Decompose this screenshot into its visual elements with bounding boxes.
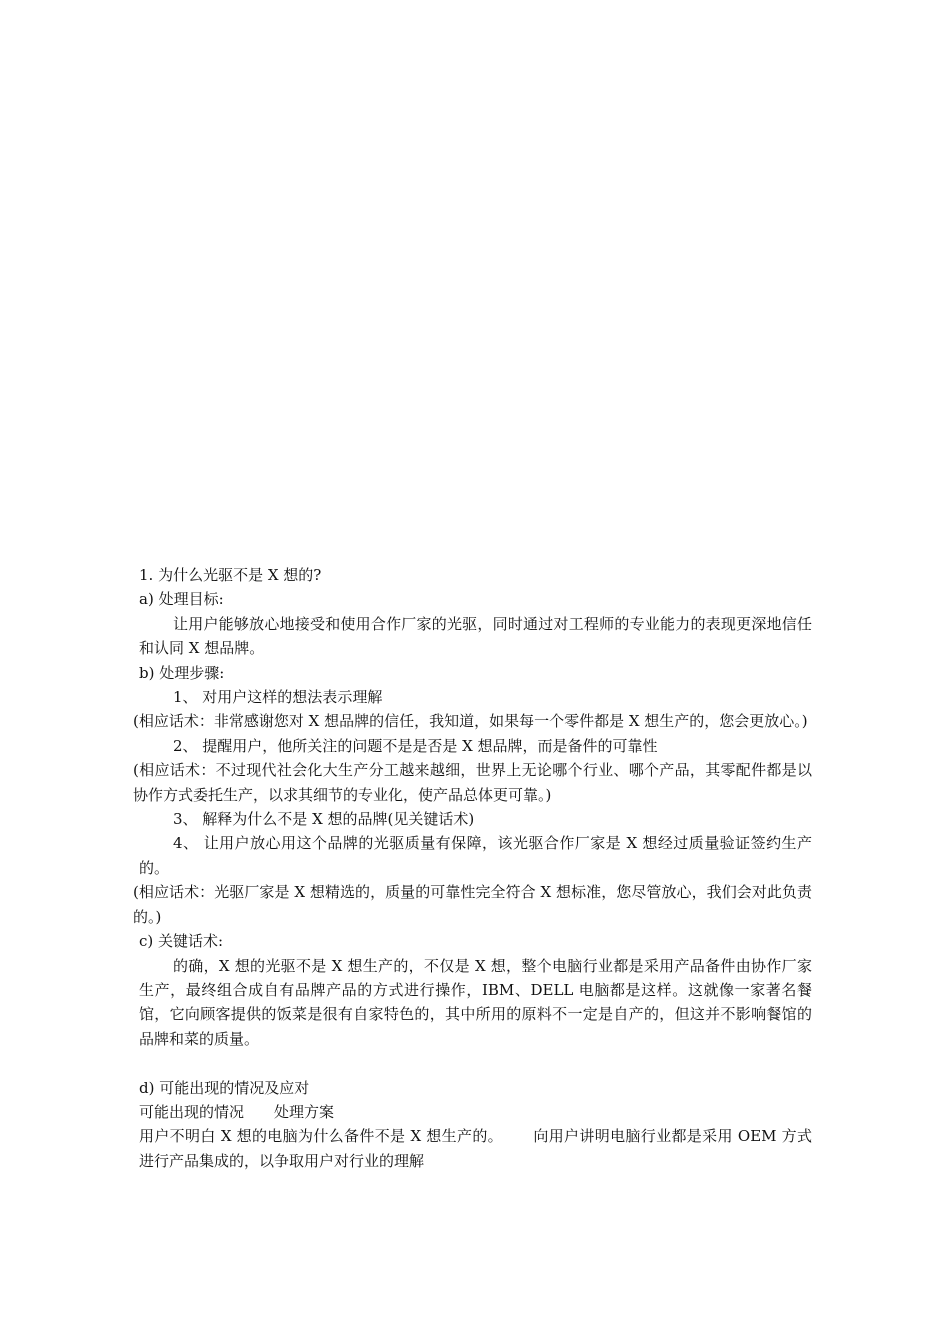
talk-1: (相应话术：非常感谢您对 X 想品牌的信任，我知道，如果每一个零件都是 X 想生产的，您会更放心。) bbox=[133, 712, 808, 731]
section-a-text: 让用户能够放心地接受和使用合作厂家的光驱，同时通过对工程师的专业能力的表现更深地信任和认同 X 想品牌。 bbox=[139, 614, 812, 658]
section-d-label: d) 可能出现的情况及应对 bbox=[139, 1078, 310, 1097]
section-b-label: b) 处理步骤: bbox=[139, 663, 225, 682]
table-row bbox=[139, 1124, 812, 1173]
blank-line bbox=[139, 1051, 812, 1075]
step-1: 1、 对用户这样的想法表示理解 bbox=[173, 688, 383, 707]
step-4: 4、 让用户放心用这个品牌的光驱质量有保障，该光驱合作厂家是 X 想经过质量验证签约生产的。 bbox=[139, 834, 812, 877]
document-body bbox=[133, 563, 812, 1173]
section-a-label: a) 处理目标: bbox=[139, 590, 224, 609]
case-situation: 用户不明白 X 想的电脑为什么备件不是 X 想生产的。 bbox=[139, 1127, 504, 1146]
section-c-label: c) 关键话术: bbox=[139, 932, 224, 951]
col-situation-header: 可能出现的情况 bbox=[139, 1102, 245, 1121]
section-c-text: 的确，X 想的光驱不是 X 想生产的，不仅是 X 想，整个电脑行业都是采用产品备件由协作厂家生产，最终组合成自有品牌产品的方式进行操作，IBM、DELL 电脑都是这样。这就像一家著名餐馆，它向顾客提供的饭菜是很有自家特色的，其中所用的原料不一定是自产的，但这并不影响餐馆的品牌和菜的质量。 bbox=[139, 956, 812, 1048]
step-2: 2、 提醒用户，他所关注的问题不是是否是 X 想品牌，而是备件的可靠性 bbox=[173, 736, 658, 755]
talk-2: (相应话术：不过现代社会化大生产分工越来越细，世界上无论哪个行业、哪个产品，其零配件都是以协作方式委托生产，以求其细节的专业化，使产品总体更可靠。) bbox=[133, 761, 812, 804]
col-solution-header: 处理方案 bbox=[274, 1102, 335, 1121]
step-3: 3、 解释为什么不是 X 想的品牌(见关键话术) bbox=[173, 810, 475, 829]
talk-4: (相应话术：光驱厂家是 X 想精选的，质量的可靠性完全符合 X 想标准，您尽管放心，我们会对此负责的。) bbox=[133, 883, 812, 926]
case-solution: 向用户讲明电脑行业都是采用 OEM 方式进行产品集成的，以争取用户对行业的理解 bbox=[139, 1127, 812, 1170]
table-header-row bbox=[139, 1100, 812, 1124]
question-heading: 1. 为什么光驱不是 X 想的? bbox=[139, 566, 322, 584]
